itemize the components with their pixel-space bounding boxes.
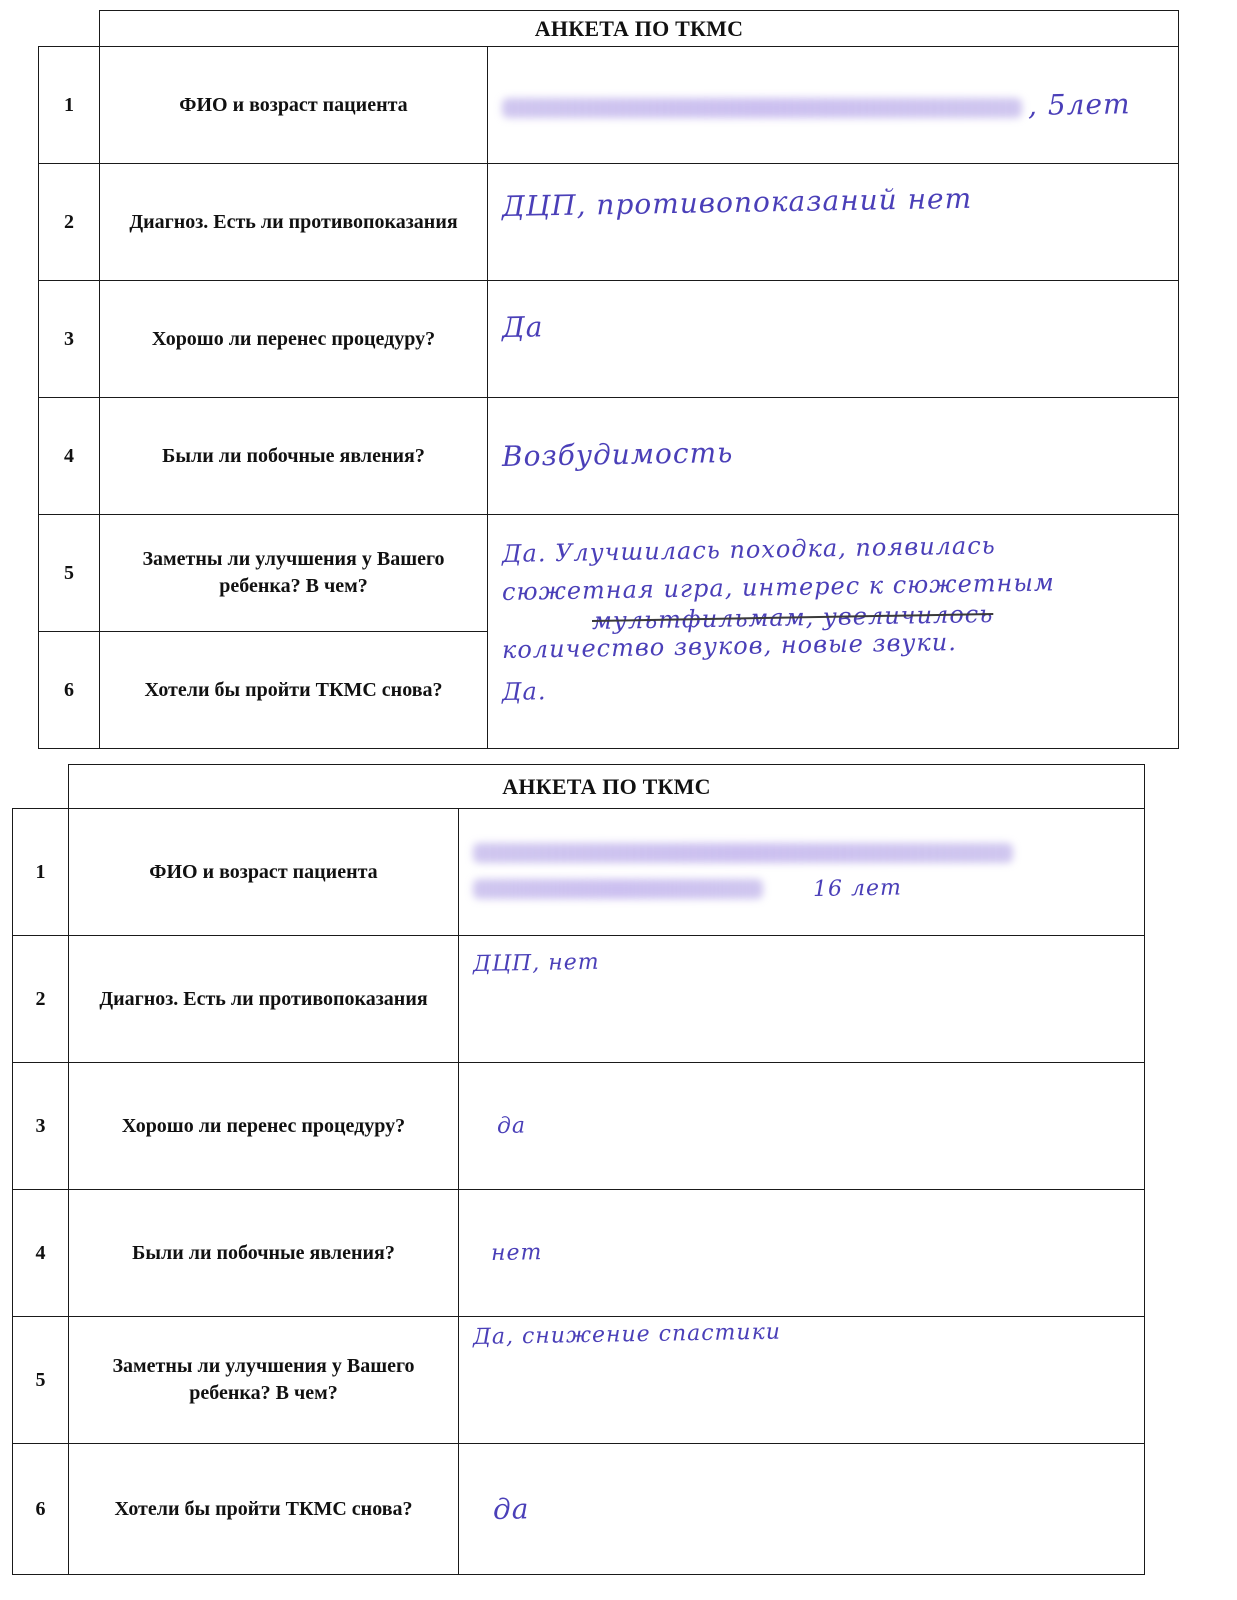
answer-cell (488, 515, 1179, 749)
answer-text: 16 лет (812, 874, 903, 902)
row-number: 2 (39, 164, 100, 281)
question-text: Заметны ли улучшения у Вашего ребенка? В чем? (69, 1317, 459, 1444)
answer-text: ДЦП, нет (472, 949, 600, 977)
redacted-name (502, 98, 1022, 118)
questionnaire-table-2 (12, 764, 1145, 1575)
answer-cell (459, 1063, 1145, 1190)
answer-line-struck: мультфильмам, увеличилось (591, 599, 994, 635)
answer-cell (459, 1317, 1145, 1444)
question-text: Хорошо ли перенес процедуру? (69, 1063, 459, 1190)
question-text: Диагноз. Есть ли противопоказания (69, 936, 459, 1063)
question-text: Заметны ли улучшения у Вашего ребенка? В чем? (100, 515, 488, 632)
row-number: 5 (39, 515, 100, 632)
table-row (39, 164, 1179, 281)
question-text: ФИО и возраст пациента (100, 47, 488, 164)
table-row (13, 936, 1145, 1063)
answer-text: , 5лет (1027, 86, 1131, 122)
title-corner-cell (13, 765, 69, 809)
answer-text: да (492, 1491, 530, 1526)
question-text: Были ли побочные явления? (69, 1190, 459, 1317)
row-number: 4 (13, 1190, 69, 1317)
question-text: ФИО и возраст пациента (69, 809, 459, 936)
answer-cell (488, 398, 1179, 515)
questionnaire-form-1 (38, 10, 1178, 745)
answer-line: сюжетная игра, интерес к сюжетным (501, 568, 1056, 606)
question-text: Хорошо ли перенес процедуру? (100, 281, 488, 398)
table-row (13, 1317, 1145, 1444)
redacted-name (473, 843, 1013, 863)
table-row (13, 809, 1145, 936)
row-number: 4 (39, 398, 100, 515)
row-number: 3 (39, 281, 100, 398)
row-number: 5 (13, 1317, 69, 1444)
redacted-name (473, 879, 763, 899)
row-number: 2 (13, 936, 69, 1063)
answer-line: количество звуков, новые звуки. (501, 628, 958, 664)
row-number: 1 (39, 47, 100, 164)
answer-cell (459, 1190, 1145, 1317)
table-row (13, 1190, 1145, 1317)
answer-text: Да (501, 310, 544, 344)
row-number: 6 (39, 632, 100, 749)
question-text: Хотели бы пройти ТКМС снова? (69, 1444, 459, 1575)
question-text: Были ли побочные явления? (100, 398, 488, 515)
answer-cell (488, 47, 1179, 164)
questionnaire-table-1 (38, 10, 1179, 749)
answer-text: ДЦП, противопоказаний нет (501, 181, 973, 223)
table-row (39, 281, 1179, 398)
question-text: Диагноз. Есть ли противопоказания (100, 164, 488, 281)
title-corner-cell (39, 11, 100, 47)
row-number: 3 (13, 1063, 69, 1190)
table-row (13, 1444, 1145, 1575)
table-row (39, 398, 1179, 515)
table-row (39, 515, 1179, 632)
answer-text: Да. (501, 677, 547, 706)
row-number: 1 (13, 809, 69, 936)
row-number: 6 (13, 1444, 69, 1575)
answer-text: Да, снижение спастики (472, 1319, 782, 1350)
answer-cell (488, 164, 1179, 281)
answer-cell (459, 936, 1145, 1063)
answer-cell (488, 281, 1179, 398)
question-text: Хотели бы пройти ТКМС снова? (100, 632, 488, 749)
answer-text: да (496, 1112, 527, 1139)
form-title: АНКЕТА ПО ТКМС (69, 765, 1145, 809)
answer-line: Да. Улучшилась походка, появилась (501, 531, 996, 568)
questionnaire-form-2 (12, 764, 1144, 1574)
form-title: АНКЕТА ПО ТКМС (100, 11, 1179, 47)
answer-text: нет (490, 1239, 543, 1266)
table-row (13, 1063, 1145, 1190)
answer-cell (459, 1444, 1145, 1575)
table-row (39, 47, 1179, 164)
answer-text: Возбудимость (501, 435, 734, 473)
answer-cell (459, 809, 1145, 936)
